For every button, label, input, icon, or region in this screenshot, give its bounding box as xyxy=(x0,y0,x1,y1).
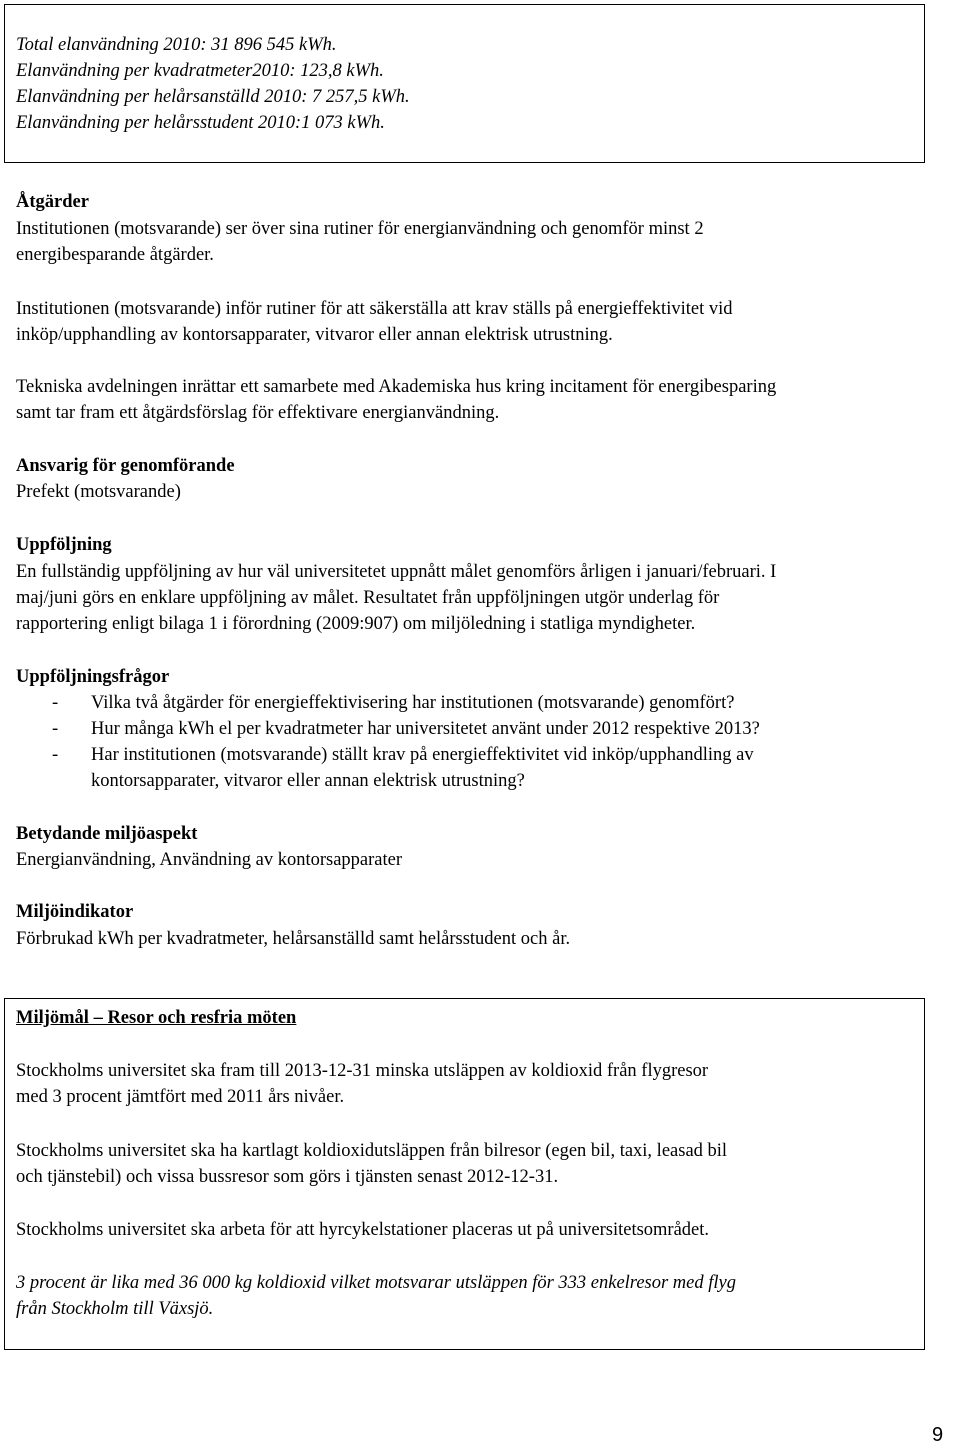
resor-p1-line-1: Stockholms universitet ska fram till 2013-12-31 minska utsläppen av koldioxid från flygresor xyxy=(16,1061,709,1081)
resor-heading: Miljömål – Resor och resfria möten xyxy=(16,1008,297,1028)
indikator-heading: Miljöindikator xyxy=(16,902,134,922)
resor-p1-line-2: med 3 procent jämtfört med 2011 års nivåer. xyxy=(16,1087,345,1107)
ansvarig-text: Prefekt (motsvarande) xyxy=(16,482,181,502)
fragor-bullet-2: - xyxy=(52,719,59,739)
fragor-heading: Uppföljningsfrågor xyxy=(16,667,170,687)
uppfoljning-line-1: En fullständig uppföljning av hur väl universitetet uppnått målet genomförs årligen i januari/februari. I xyxy=(16,562,777,582)
fragor-item-3-line-2: kontorsapparater, vitvaror eller annan elektrisk utrustning? xyxy=(91,771,525,791)
uppfoljning-line-3: rapportering enligt bilaga 1 i förordning (2009:907) om miljöledning i statliga myndigheter. xyxy=(16,614,696,634)
atgarder-p2-line-1: Institutionen (motsvarande) inför rutiner för att säkerställa att krav ställs på energieffektivitet vid xyxy=(16,299,733,319)
atgarder-p1-line-2: energibesparande åtgärder. xyxy=(16,245,214,265)
atgarder-p2-line-2: inköp/upphandling av kontorsapparater, vitvaror eller annan elektrisk utrustning. xyxy=(16,325,613,345)
miljoaspekt-text: Energianvändning, Användning av kontorsapparater xyxy=(16,850,402,870)
miljoaspekt-heading: Betydande miljöaspekt xyxy=(16,824,198,844)
summary-line-4: Elanvändning per helårsstudent 2010:1 073 kWh. xyxy=(16,113,385,133)
fragor-item-2: Hur många kWh el per kvadratmeter har universitetet använt under 2012 respektive 2013? xyxy=(91,719,760,739)
uppfoljning-line-2: maj/juni görs en enklare uppföljning av målet. Resultatet från uppföljningen utgör underlag för xyxy=(16,588,720,608)
atgarder-p1-line-1: Institutionen (motsvarande) ser över sina rutiner för energianvändning och genomför minst 2 xyxy=(16,219,704,239)
summary-line-2: Elanvändning per kvadratmeter2010: 123,8 kWh. xyxy=(16,61,384,81)
summary-line-3: Elanvändning per helårsanställd 2010: 7 257,5 kWh. xyxy=(16,87,410,107)
atgarder-p3-line-1: Tekniska avdelningen inrättar ett samarbete med Akademiska hus kring incitament för energibesparing xyxy=(16,377,777,397)
summary-line-1: Total elanvändning 2010: 31 896 545 kWh. xyxy=(16,35,337,55)
fragor-item-3-line-1: Har institutionen (motsvarande) ställt krav på energieffektivitet vid inköp/upphandling av xyxy=(91,745,754,765)
fragor-item-1: Vilka två åtgärder för energieffektivisering har institutionen (motsvarande) genomfört? xyxy=(91,693,735,713)
fragor-bullet-1: - xyxy=(52,693,59,713)
resor-p3-line-1: Stockholms universitet ska arbeta för att hyrcykelstationer placeras ut på universitetsområdet. xyxy=(16,1220,710,1240)
resor-p2-line-2: och tjänstebil) och vissa bussresor som görs i tjänsten senast 2012-12-31. xyxy=(16,1167,559,1187)
indikator-text: Förbrukad kWh per kvadratmeter, helårsanställd samt helårsstudent och år. xyxy=(16,929,571,949)
fragor-bullet-3: - xyxy=(52,745,59,765)
resor-note-line-1: 3 procent är lika med 36 000 kg koldioxid vilket motsvarar utsläppen för 333 enkelresor med flyg xyxy=(16,1273,736,1293)
atgarder-heading: Åtgärder xyxy=(16,192,89,212)
uppfoljning-heading: Uppföljning xyxy=(16,535,112,555)
resor-p2-line-1: Stockholms universitet ska ha kartlagt koldioxidutsläppen från bilresor (egen bil, taxi, leasad bil xyxy=(16,1141,728,1161)
ansvarig-heading: Ansvarig för genomförande xyxy=(16,456,235,476)
page-number: 9 xyxy=(932,1424,944,1446)
resor-note-line-2: från Stockholm till Växsjö. xyxy=(16,1299,214,1319)
atgarder-p3-line-2: samt tar fram ett åtgärdsförslag för effektivare energianvändning. xyxy=(16,403,500,423)
